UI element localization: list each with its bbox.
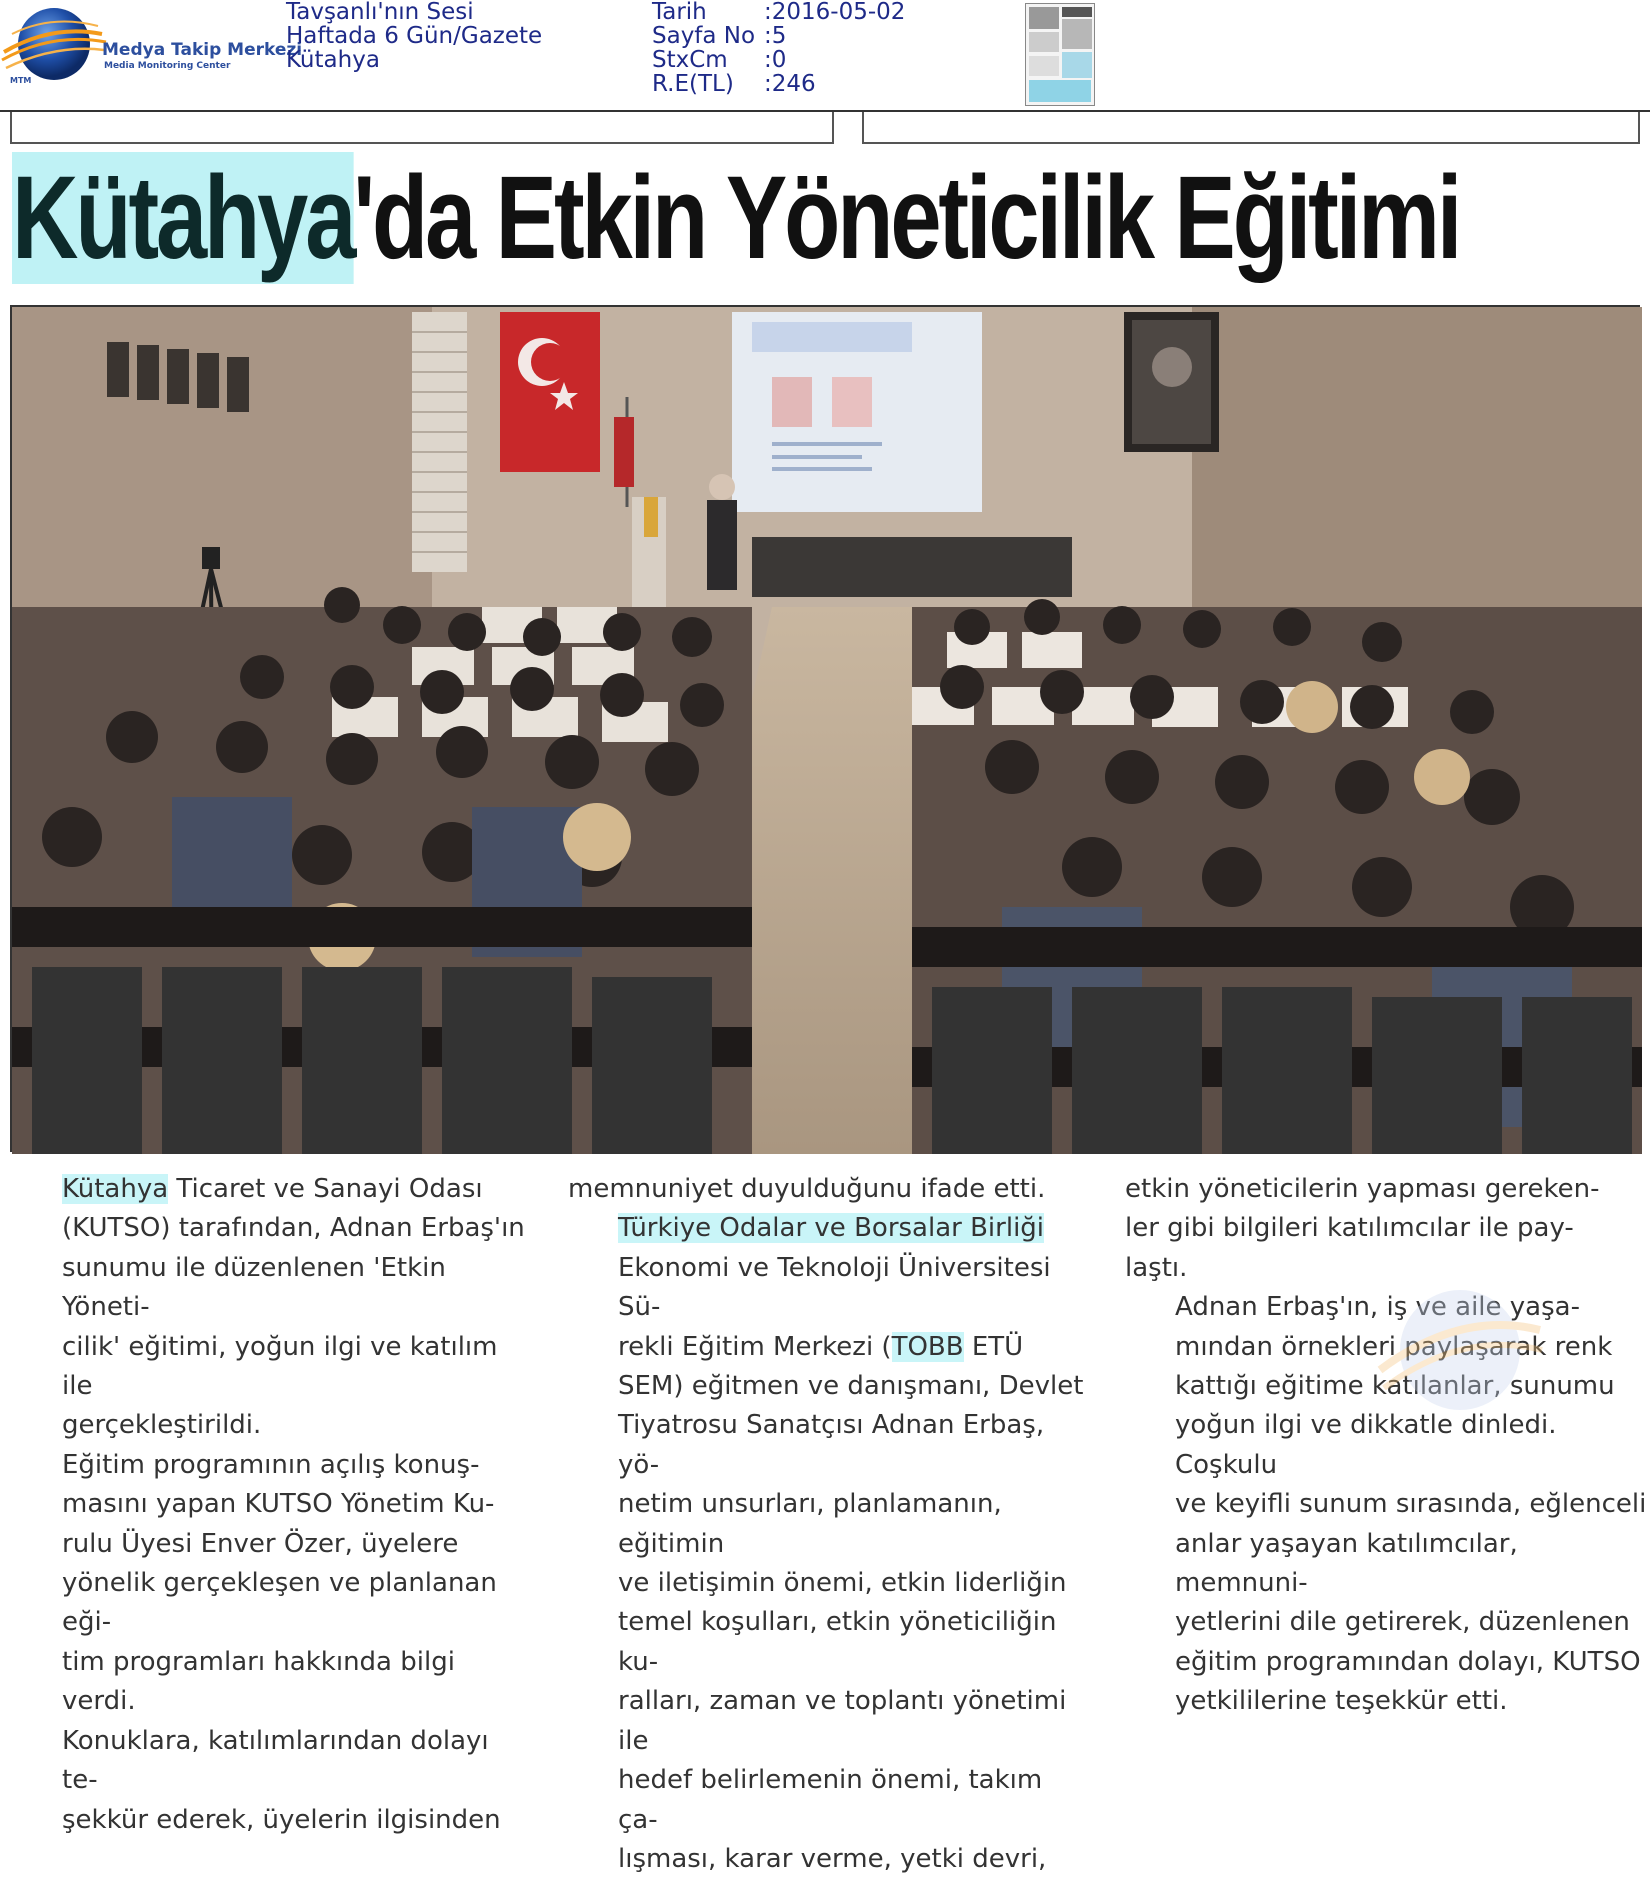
- meta-row-date: [652, 0, 905, 24]
- meta-value: :5: [764, 23, 787, 49]
- clipping-header: [0, 0, 1650, 110]
- paragraph: [12, 1170, 532, 1446]
- article-column-1: [12, 1170, 532, 1840]
- paragraph-text: Ticaret ve Sanayi Odası (KUTSO) tarafından, Adnan Erbaş'ın sunumu ile düzenlenen 'Etkin Yöneti- cilik' eğitimi, yoğun ilgi ve katılım ile gerçekleştirildi.: [62, 1174, 525, 1441]
- meta-key: Sayfa No: [652, 23, 756, 49]
- audience-left: [12, 587, 752, 1154]
- headline-rest: 'da Etkin Yöneticilik Eğitimi: [353, 152, 1460, 284]
- paragraph-text: ETÜ SEM) eğitmen ve danışmanı, Devlet Tiyatrosu Sanatçısı Adnan Erbaş, yö- netim unsurları, planlamanın, eğitimin ve iletişimin önemi, etkin liderliğin temel koşulları, etkin yöneticiliğin ku- ralları, zaman ve toplantı yönetimi ile hedef belirlemenin önemi, takım ça- lışması, karar verme, yetki devri,: [618, 1331, 1084, 1874]
- audience-right: [912, 599, 1642, 1154]
- paragraph: Eğitim programının açılış konuş- masını yapan KUTSO Yönetim Ku- rulu Üyesi Enver Özer, üyelere yönelik gerçekleşen ve planlanan eği- tim programları hakkında bilgi verdi. Konuklara, katılımlarından dolayı te- şekkür ederek, üyelerin ilgisinden: [62, 1449, 501, 1835]
- meta-key: R.E(TL): [652, 71, 734, 97]
- publication-frequency: Haftada 6 Gün/Gazete: [286, 23, 543, 49]
- highlighted-keyword: TOBB: [891, 1331, 964, 1362]
- mtm-logo: [2, 4, 303, 86]
- paragraph: etkin yöneticilerin yapması gereken- ler gibi bilgileri katılımcılar ile pay- laştı.: [1125, 1174, 1600, 1283]
- conference-photo: [10, 305, 1640, 1152]
- paragraph: [568, 1209, 1088, 1879]
- headline-highlight: Kütahya: [12, 152, 354, 284]
- publication-name: Tavşanlı'nın Sesi: [286, 0, 474, 25]
- logo-mark: MTM: [10, 76, 32, 85]
- meta-key: StxCm: [652, 47, 728, 73]
- highlighted-keyword: Türkiye Odalar ve Borsalar Birliği: [618, 1213, 1045, 1244]
- meta-value: :2016-05-02: [764, 0, 906, 25]
- paragraph: memnuniyet duyulduğunu ifade etti.: [568, 1174, 1046, 1204]
- article-column-3: [1125, 1170, 1650, 1722]
- page-thumbnail[interactable]: [1025, 3, 1095, 106]
- logo-subtitle: Media Monitoring Center: [104, 61, 231, 71]
- watermark-globe-icon: [1370, 1260, 1550, 1440]
- article-column-2: [568, 1170, 1088, 1879]
- top-box-right: [862, 112, 1640, 144]
- article-headline: [12, 152, 1460, 284]
- clipping-meta: [652, 0, 905, 96]
- meta-row-ad-value: [652, 72, 905, 96]
- publication-city: Kütahya: [286, 47, 380, 73]
- meta-value: :246: [764, 71, 816, 97]
- meta-value: :0: [764, 47, 787, 73]
- conference-room-illustration: [12, 307, 1642, 1154]
- meta-key: Tarih: [652, 0, 707, 25]
- meta-row-page: [652, 24, 905, 48]
- top-box-left: [10, 112, 834, 144]
- logo-name: Medya Takip Merkezi: [102, 40, 303, 60]
- paragraph-text: Ekonomi ve Teknoloji Üniversitesi Sü- rekli Eğitim Merkezi (: [618, 1252, 1051, 1362]
- paragraph: Adnan Erbaş'ın, iş yaşa- mından örnekleri renk kattığı eğitime sunumu yoğun ilgi ve dikkatle dinledi. Coşkulu ve keyifli sunum sırasında, eğlenceli anlar yaşayan katılımcılar, memnuni- yetlerini dile getirerek, düzenlenen eğitim programından dolayı, KUTSO yetkililerine teşekkür etti.: [1175, 1292, 1647, 1717]
- highlighted-keyword: Kütahya: [62, 1174, 169, 1204]
- publication-info: [286, 0, 542, 72]
- meta-row-stxcm: [652, 48, 905, 72]
